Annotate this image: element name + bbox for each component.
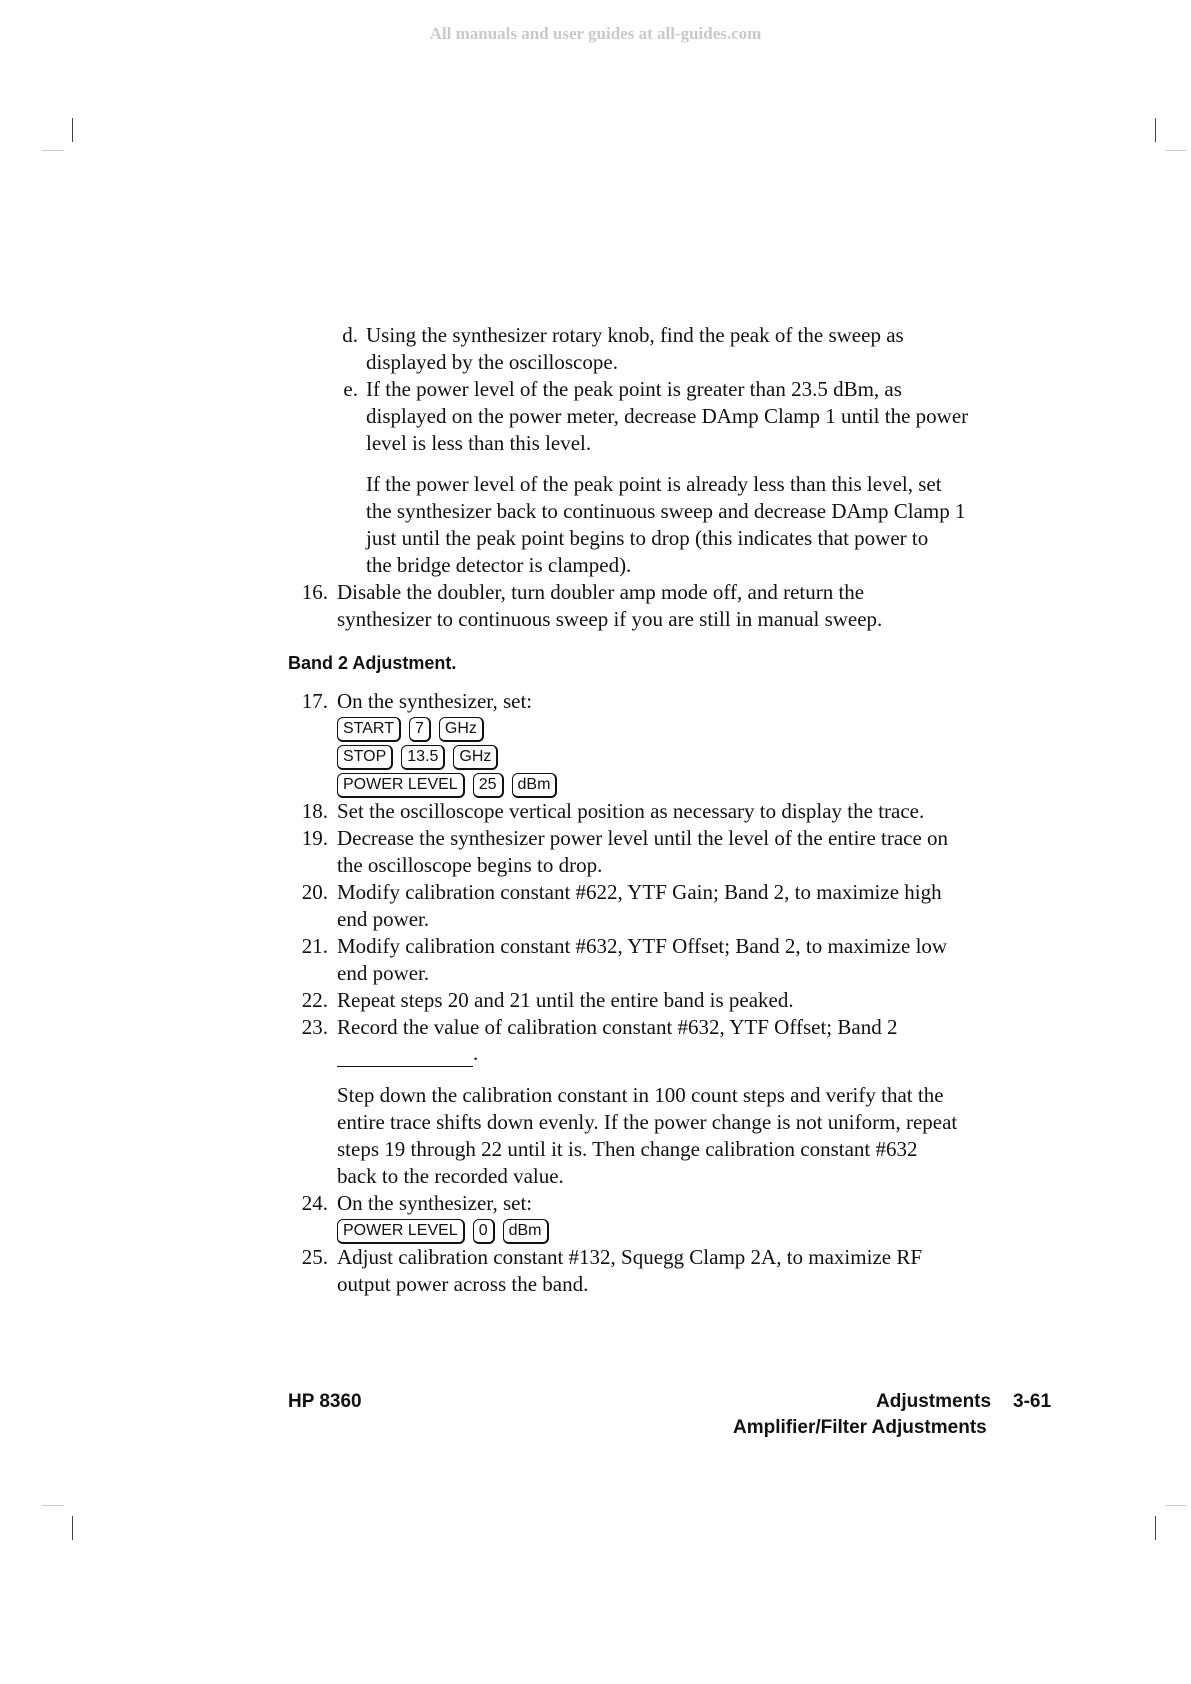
step-number-24: 24. [301,1191,328,1215]
step-25-line-1: Adjust calibration constant #132, Squegg Clamp 2A, to maximize RF [337,1245,923,1269]
item-d-line-1: Using the synthesizer rotary knob, find the peak of the sweep as [366,323,904,347]
dbm-key[interactable]: dBm [512,773,558,798]
crop-tick-top-right [1165,150,1187,151]
footer-model: HP 8360 [288,1391,362,1412]
key-row-1 [337,717,484,742]
key-row-3 [337,773,557,798]
step-number-25: 25. [301,1245,328,1269]
number-key[interactable]: 25 [473,773,504,798]
record-value-blank [337,1040,478,1067]
item-e-line-1: If the power level of the peak point is greater than 23.5 dBm, as [366,377,902,401]
step-23-para-line-3: steps 19 through 22 until it is. Then change calibration constant #632 [337,1137,918,1161]
step-19-line-2: the oscilloscope begins to drop. [337,853,603,877]
crop-mark-bottom-right [1155,1516,1156,1540]
step-20-line-2: end power. [337,907,430,931]
crop-tick-bottom-left [42,1505,64,1506]
step-23-line-1: Record the value of calibration constant #632, YTF Offset; Band 2 [337,1015,898,1039]
item-d-line-2: displayed by the oscilloscope. [366,350,618,374]
footer-section-title: Adjustments [876,1391,992,1412]
item-e-para-line-2: the synthesizer back to continuous sweep and decrease DAmp Clamp 1 [366,499,966,523]
step-25-line-2: output power across the band. [337,1272,589,1296]
step-number-21: 21. [301,934,328,958]
blank-line [337,1048,473,1067]
key-row-2 [337,745,498,770]
step-number-22: 22. [301,988,328,1012]
step-number-18: 18. [301,799,328,823]
step-16-line-2: synthesizer to continuous sweep if you are still in manual sweep. [337,607,883,631]
step-16-line-1: Disable the doubler, turn doubler amp mode off, and return the [337,580,865,604]
item-e-para-line-4: the bridge detector is clamped). [366,553,632,577]
item-e-line-2: displayed on the power meter, decrease DAmp Clamp 1 until the power [366,404,969,428]
power-level-key[interactable]: POWER LEVEL [337,773,465,798]
footer-subsection-title: Amplifier/Filter Adjustments [733,1417,987,1438]
blank-suffix: . [473,1041,479,1065]
step-23-para-line-1: Step down the calibration constant in 100 count steps and verify that the [337,1083,944,1107]
step-number-17: 17. [301,689,328,713]
step-23-para-line-2: entire trace shifts down evenly. If the power change is not uniform, repeat [337,1110,958,1134]
step-21-line-2: end power. [337,961,430,985]
item-marker-e: e. [343,377,358,401]
start-key[interactable]: START [337,717,401,742]
step-23-para-line-4: back to the recorded value. [337,1164,564,1188]
crop-mark-top-left [72,118,73,142]
ghz-key[interactable]: GHz [439,717,484,742]
watermark: All manuals and user guides at all-guides.com [429,24,762,43]
stop-key[interactable]: STOP [337,745,393,770]
power-level-key[interactable]: POWER LEVEL [337,1219,465,1244]
item-e-para-line-3: just until the peak point begins to drop (this indicates that power to [366,526,929,550]
step-24-line-1: On the synthesizer, set: [337,1191,533,1215]
footer-page-number: 3-61 [1013,1391,1052,1412]
number-key[interactable]: 0 [473,1219,495,1244]
crop-tick-top-left [42,150,64,151]
step-17-line-1: On the synthesizer, set: [337,689,533,713]
item-e-para-line-1: If the power level of the peak point is already less than this level, set [366,472,942,496]
step-20-line-1: Modify calibration constant #622, YTF Gain; Band 2, to maximize high [337,880,942,904]
crop-tick-bottom-right [1165,1505,1187,1506]
step-number-20: 20. [301,880,328,904]
ghz-key[interactable]: GHz [453,745,498,770]
step-21-line-1: Modify calibration constant #632, YTF Offset; Band 2, to maximize low [337,934,948,958]
key-row-4 [337,1219,549,1244]
dbm-key[interactable]: dBm [503,1219,549,1244]
crop-mark-top-right [1155,118,1156,142]
step-19-line-1: Decrease the synthesizer power level until the level of the entire trace on [337,826,949,850]
step-18-line-1: Set the oscilloscope vertical position as necessary to display the trace. [337,799,925,823]
number-key[interactable]: 7 [409,717,431,742]
item-e-line-3: level is less than this level. [366,431,592,455]
step-number-16: 16. [301,580,328,604]
step-22-line-1: Repeat steps 20 and 21 until the entire band is peaked. [337,988,794,1012]
number-key[interactable]: 13.5 [401,745,445,770]
crop-mark-bottom-left [72,1516,73,1540]
step-number-23: 23. [301,1015,328,1039]
item-marker-d: d. [342,323,358,347]
step-number-19: 19. [301,826,328,850]
section-heading: Band 2 Adjustment. [288,653,457,673]
